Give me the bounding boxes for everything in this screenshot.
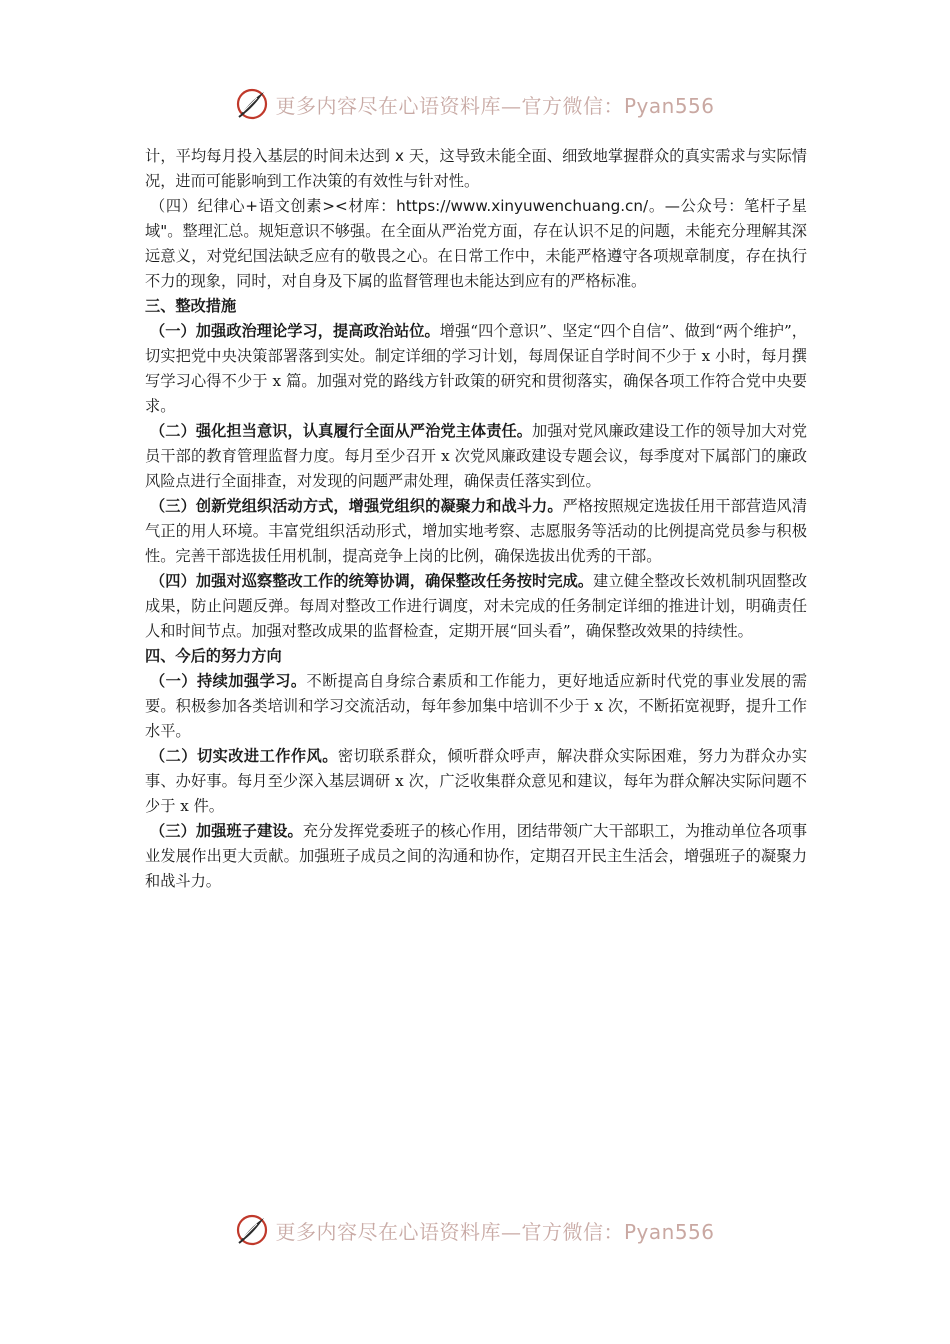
rectification-item-3 xyxy=(145,494,807,569)
banner-wechat-id: Pyan556 xyxy=(623,1219,715,1244)
item-text: 加强对党风廉政建设工作的领导加大对党员干部的教育管理监督力度。每月至少召开 x 次党风廉政建设专题会议，每季度对下属部门的廉政风险点进行全面排查，对发现的问题严肃处理，确保责任落实到位。 xyxy=(145,422,807,490)
paragraph-discipline: （四）纪律心+语文创素><材库：https://www.xinyuwenchuang.cn/。—公众号：笔杆子星域"。整理汇总。规矩意识不够强。在全面从严治党方面，存在认识不足的问题，未能充分理解其深远意义，对党纪国法缺乏应有的敬畏之心。在日常工作中，未能严格遵守各项规章制度，存在执行不力的现象，同时，对自身及下属的监督管理也未能达到应有的严格标准。 xyxy=(145,197,807,290)
direction-item-3 xyxy=(145,819,807,894)
item-text: 增强“四个意识”、坚定“四个自信”、做到“两个维护”，切实把党中央决策部署落到实处。制定详细的学习计划，每周保证自学时间不少于 x 小时，每月撰写学习心得不少于 x 篇。加强对党的路线方针政策的研究和贯彻落实，确保各项工作符合党中央要求。 xyxy=(145,322,807,415)
quill-logo-icon xyxy=(235,1213,269,1247)
item-lead: （二）切实改进工作作风。 xyxy=(150,747,338,765)
quill-logo-icon xyxy=(235,87,269,121)
banner-text xyxy=(275,90,714,119)
rectification-item-2 xyxy=(145,419,807,494)
item-text: 建立健全整改长效机制巩固整改成果，防止问题反弹。每周对整改工作进行调度，对未完成的任务制定详细的推进计划，明确责任人和时间节点。加强对整改成果的监督检查，定期开展“回头看”，确保整改效果的持续性。 xyxy=(145,572,807,640)
direction-item-1 xyxy=(145,669,807,744)
item-text: 充分发挥党委班子的核心作用，团结带领广大干部职工，为推动单位各项事业发展作出更大贡献。加强班子成员之间的沟通和协作，定期召开民主生活会，增强班子的凝聚力和战斗力。 xyxy=(145,822,807,890)
item-lead: （二）强化担当意识，认真履行全面从严治党主体责任。 xyxy=(150,422,533,440)
section-heading-future-direction: 四、今后的努力方向 xyxy=(145,647,282,665)
document-body xyxy=(145,144,807,894)
banner-slogan: 更多内容尽在心语资料库—官方微信： xyxy=(275,1219,624,1244)
banner-slogan: 更多内容尽在心语资料库—官方微信： xyxy=(275,93,624,118)
item-lead: （一）加强政治理论学习，提高政治站位。 xyxy=(150,322,440,340)
item-text: 密切联系群众，倾听群众呼声，解决群众实际困难，努力为群众办实事、办好事。每月至少深入基层调研 x 次，广泛收集群众意见和建议，每年为群众解决实际问题不少于 x 件。 xyxy=(145,747,808,815)
rectification-item-1 xyxy=(145,319,807,419)
footer-watermark-banner xyxy=(0,1208,950,1252)
section-heading-rectification: 三、整改措施 xyxy=(145,297,237,315)
header-watermark-banner xyxy=(0,82,950,126)
item-lead: （一）持续加强学习。 xyxy=(150,672,307,690)
banner-wechat-id: Pyan556 xyxy=(623,93,715,118)
banner-text xyxy=(275,1216,714,1245)
item-text: 严格按照规定选拔任用干部营造风清气正的用人环境。丰富党组织活动形式，增加实地考察、志愿服务等活动的比例提高党员参与积极性。完善干部选拔任用机制，提高竞争上岗的比例，确保选拔出优秀的干部。 xyxy=(145,497,807,565)
item-lead: （三）创新党组织活动方式，增强党组织的凝聚力和战斗力。 xyxy=(150,497,563,515)
item-text: 不断提高自身综合素质和工作能力，更好地适应新时代党的事业发展的需要。积极参加各类培训和学习交流活动，每年参加集中培训不少于 x 次，不断拓宽视野，提升工作水平。 xyxy=(145,672,808,740)
paragraph-continuation: 计，平均每月投入基层的时间未达到 x 天，这导致未能全面、细致地掌握群众的真实需求与实际情况，进而可能影响到工作决策的有效性与针对性。 xyxy=(145,147,807,190)
item-lead: （四）加强对巡察整改工作的统筹协调，确保整改任务按时完成。 xyxy=(150,572,594,590)
rectification-item-4 xyxy=(145,569,807,644)
direction-item-2 xyxy=(145,744,807,819)
item-lead: （三）加强班子建设。 xyxy=(150,822,303,840)
